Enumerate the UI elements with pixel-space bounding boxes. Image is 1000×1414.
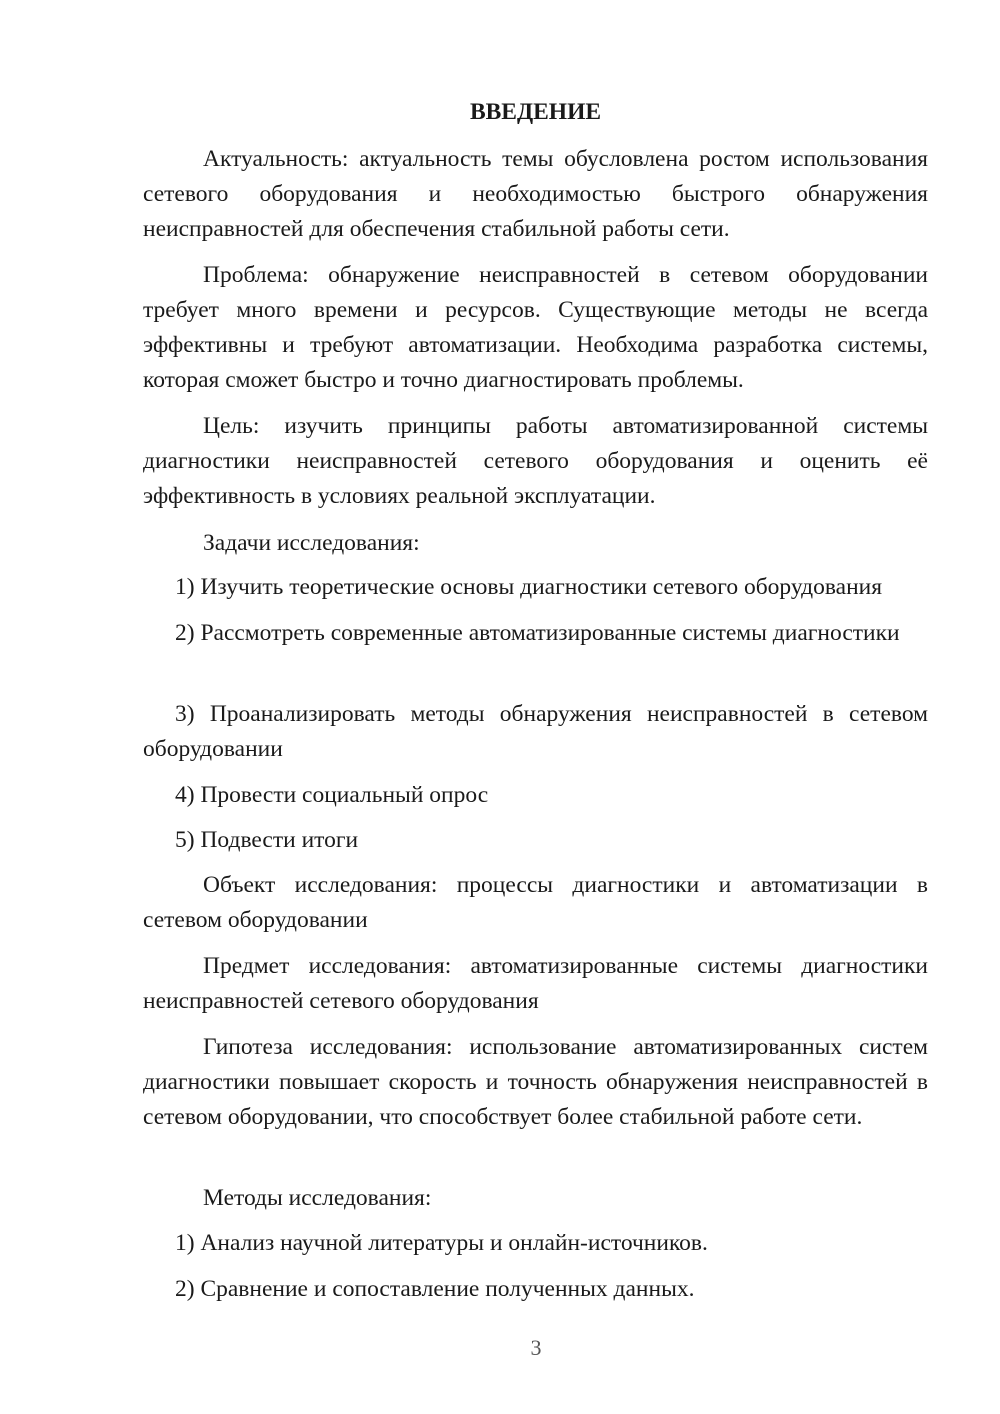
methods-heading: Методы исследования: <box>203 1185 432 1211</box>
paragraph-subject: Предмет исследования: автоматизированные системы диагностики неисправностей сетевого оборудования <box>143 953 928 1014</box>
method-item-2: 2) Сравнение и сопоставление полученных данных. <box>175 1276 695 1302</box>
page-title: ВВЕДЕНИЕ <box>469 99 602 125</box>
page-number: 3 <box>530 1335 542 1360</box>
paragraph-problem: Проблема: обнаружение неисправностей в сетевом оборудовании требует много времени и ресурсов. Существующие методы не всегда эффективны и требуют автоматизации. Необходима разработка системы, которая сможет быстро и точно диагностировать проблемы. <box>143 262 928 393</box>
task-item-5: 5) Подвести итоги <box>175 827 359 853</box>
paragraph-relevance: Актуальность: актуальность темы обусловлена ростом использования сетевого оборудования и необходимостью быстрого обнаружения неисправностей для обеспечения стабильной работы сети. <box>143 146 928 242</box>
paragraph-object: Объект исследования: процессы диагностики и автоматизации в сетевом оборудовании <box>143 872 928 933</box>
task-item-4: 4) Провести социальный опрос <box>175 782 489 808</box>
tasks-heading: Задачи исследования: <box>203 530 420 556</box>
paragraph-hypothesis: Гипотеза исследования: использование автоматизированных систем диагностики повышает скорость и точность обнаружения неисправностей в сетевом оборудовании, что способствует более стабильной работе сети. <box>143 1034 928 1130</box>
method-item-1: 1) Анализ научной литературы и онлайн-источников. <box>175 1230 708 1256</box>
task-item-3: 3) Проанализировать методы обнаружения неисправностей в сетевом оборудовании <box>143 701 928 762</box>
task-item-1: 1) Изучить теоретические основы диагностики сетевого оборудования <box>175 574 883 600</box>
paragraph-goal: Цель: изучить принципы работы автоматизированной системы диагностики неисправностей сетевого оборудования и оценить её эффективность в условиях реальной эксплуатации. <box>143 413 928 509</box>
task-item-2: 2) Рассмотреть современные автоматизированные системы диагностики <box>175 620 900 646</box>
